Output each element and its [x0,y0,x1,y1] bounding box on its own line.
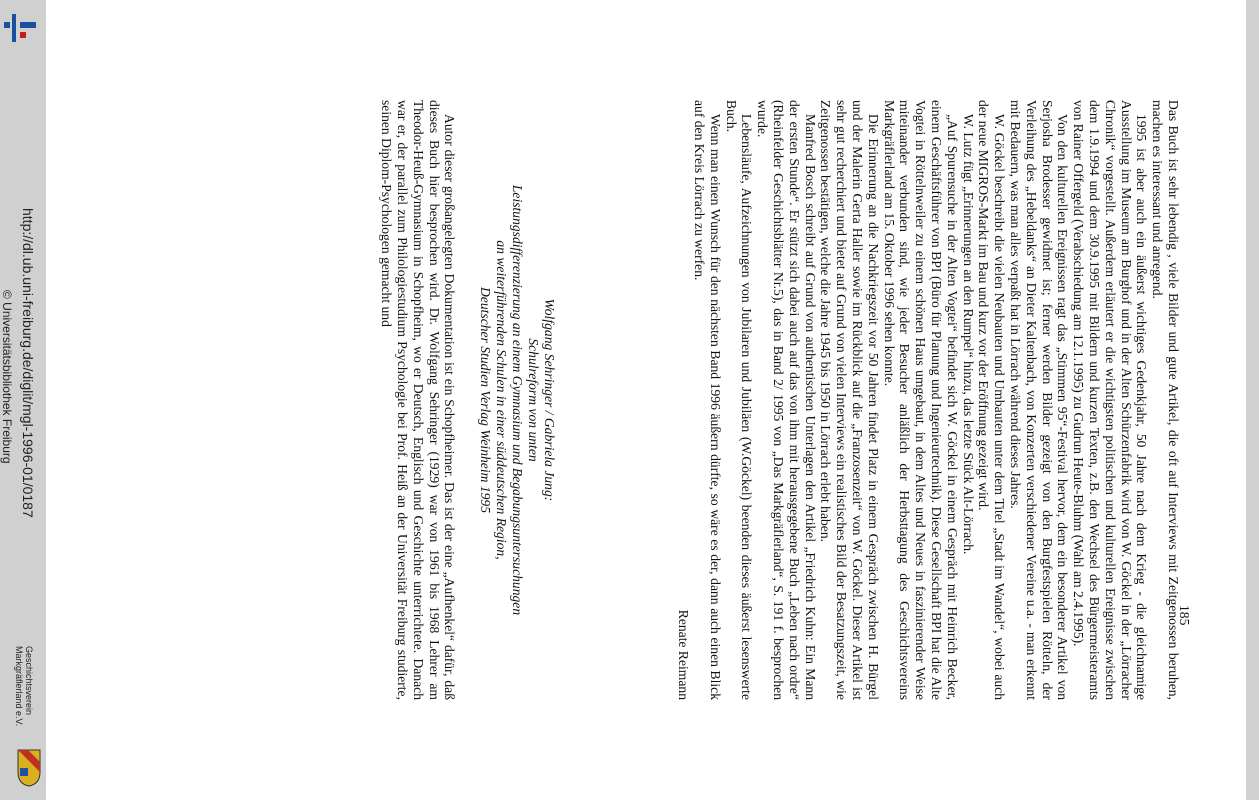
society-line-1: Geschichtsverein [24,646,34,716]
paragraph: W. Lutz fügt „Erinnerungen an den Rumpel“ hinzu, das letzte Stück Alt-Lörrach. [960,114,976,555]
left-sidebar [0,0,46,800]
book-publisher: Deutscher Studien Verlag Weinheim 1995 [478,286,494,514]
review-text [676,100,1182,700]
paragraph: Das Buch ist sehr lebendig , viele Bilder und gute Artikel, die oft auf Interviews mit Zeitgenossen beruhen, machen es interessant und anregend. [1150,100,1181,700]
document-url[interactable]: http://dl.ub.uni-freiburg.de/diglit/mgl-1996-01/0187 [20,208,36,518]
book-header [478,100,558,700]
paragraph: Manfred Bosch schreibt auf Grund von authentischen Unterlagen den Artikel „Friedrich Kuhn: Ein Mann der ersten Stunde“. Er stützt sich dabei auch auf das von ihm mit herausgegebene Buch „Leben nach ordre“ (Rheinfelder Geschichtsblätter Nr.5), das in Band 2/ 1995 von „Das Markgräflerland“, S. 191 f. besprochen wurde. [755,100,818,700]
right-sidebar [1246,0,1259,800]
copyright-text: © Universitätsbibliothek Freiburg [0,290,14,464]
paragraph: Von den kulturellen Ereignissen ragt das „Stimmen 95“-Festival hervor, dem ein besonderer Artikel von Serjosha Brodesser gewidmet ist; ferner werden Bilder gezeigt von den Burgfestspielen Rötteln, der Verleihung des „Hebeldanks“ an Dieter Kaltenbach, von Konzerten verschiedener Vereine u.a. - man erkennt mit Bedauern, was man alles verpaßt hat in Lörrach während dieses Jahres. [1008,100,1071,700]
paragraph: W. Göckel beschreibt die vielen Neubauten und Umbauten unter dem Titel „Stadt im Wandel“, wobei auch der neue MIGROS-Markt im Bau und kurz vor der Eröffnung gezeigt wird. [976,100,1008,700]
book-authors: Wolfgang Sehringer / Gabriela Jung: [542,298,558,502]
society-name [14,646,34,726]
second-review-text [379,100,458,700]
paragraph: Lebensläufe, Aufzeichnungen von Jubilaren und Jubiläen (W.Göckel) beenden dieses äußerst lesenswerte Buch. [723,100,755,700]
paragraph: Die Erinnerung an die Nachkriegszeit vor 50 Jahren findet Platz in einem Gespräch zwischen H. Bürgel und der Malerin Gerta Haller sowie im Rückblick auf die „Franzosenzeit“ von W. Göckel. Dieser Artikel ist sehr gut recherchiert und bietet auf Grund von vielen Interviews ein realistisches Bild der Besatzungszeit, wie Zeitgenossen bestätigen, welche die Jahre 1945 bis 1950 in Lörrach erlebt haben. [818,100,881,700]
society-crest-icon [16,748,42,788]
rotated-page-content [256,100,1181,700]
paragraph: Wenn man einen Wunsch für den nächsten Band 1996 äußern dürfte, so wäre es der, dann auch einen Blick auf den Kreis Lörrach zu werfen. [692,100,723,700]
paragraph: 1995 ist aber auch ein äußerst wichtiges Gedenkjahr, 50 Jahre nach dem Krieg - die gleichnamige Ausstellung im Museum am Burghof und in der Alten Schürzenfabrik wird von W. Göckel in der „Lörracher Chronik“ vorgestellt. Außerdem erläutert er die wichtigsten politischen und kulturellen Ereignisse zwischen dem 1.9.1994 und dem 30.9.1995 mit Bildern und kurzen Texten, z.B. den Wechsel des Bürgermeisteramts von Rainer Offergeld (Verabschiedung am 12.1.1995) zu Gudrun Heute-Bluhm (Wahl am 2.4.1995). [1071,100,1150,700]
library-logo-icon [0,8,40,48]
paragraph: „Auf Spurensuche in der Alten Vogtei“ befindet sich W. Göckel in einem Gespräch mit Heinrich Becker, einem Geschäftsführer von BPI (Büro für Planung und Ingenieurtechnik). Diese Gesellschaft BPI hat die Alte Vogtei in Röttelnweiler zu einem schönen Haus umgebaut, in dem Altes und Neues in faszinierender Weise miteinander verbunden sind, wie jeder Besucher anläßlich der Herbsttagung des Geschichtsvereins Markgräflerland am 15. Oktober 1996 sehen konnte. [881,100,960,700]
book-subtitle: an weiterführenden Schulen in einer süddeutschen Region, [494,240,510,560]
paragraph: Autor dieser großangelegten Dokumentation ist ein Schopfheimer. Das ist der eine „Aufhenkel“ dafür, daß dieses Buch hier besprochen wird. Dr. Wolfgang Sehringer (1929) war von 1961 bis 1968 Lehrer am Theodor-Heuß-Gymnasium in Schopfheim, wo er Deutsch, Englisch und Geschichte unterrichtete. Danach war er, der parallel zum Philologiestudium Psychologie bei Prof. Heiß an der Universität Freiburg studierte, seinen Diplom-Psychologen gemacht und [379,100,458,700]
page-number: 185 [1177,605,1192,626]
book-title: Schulreform von unten [526,338,542,462]
book-subtitle: Leistungsdifferenzierung an einem Gymnasium und Begabungsuntersuchungen [510,184,526,616]
society-line-2: Markgräflerland e.V. [14,646,24,727]
reviewer-name: Renate Reimann [676,609,692,700]
scanned-page [46,0,1246,800]
